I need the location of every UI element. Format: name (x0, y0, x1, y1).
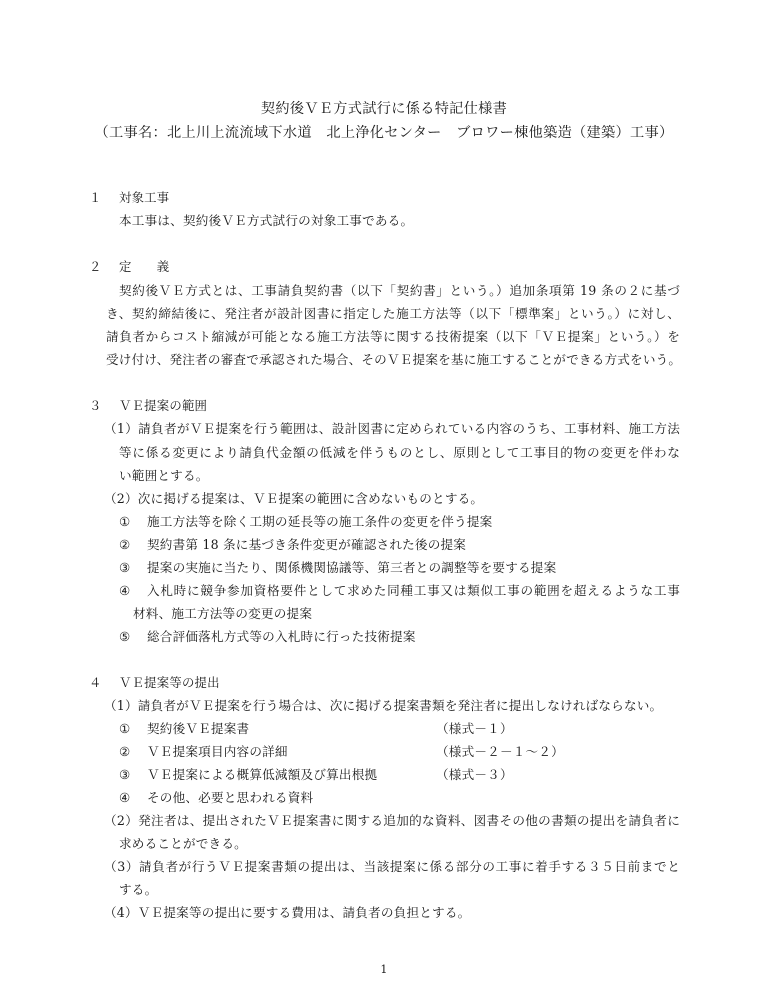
list-item: 提案の実施に当たり、関係機関協議等、第三者との調整等を要する提案 (147, 560, 557, 575)
section-1-heading: 対象工事 (119, 190, 170, 205)
section-4-heading: ＶＥ提案等の提出 (119, 675, 220, 690)
document-subtitle: （工事名：北上川上流流域下水道 北上浄化センター ブロワー棟他築造（建築）工事） (94, 125, 674, 141)
form-item-mark: ④ (119, 790, 131, 805)
section-2-line: 契約後ＶＥ方式とは、工事請負契約書（以下「契約書」という。）追加条項第 19 条の２に基づ (119, 283, 680, 298)
section-2-line: き、契約締結後に、発注者が設計図書に指定した施工方法等（以下「標準案」という。）に対し、 (106, 306, 680, 321)
section-4-paragraph-2: （2）発注者は、提出されたＶＥ提案書に関する追加的な資料、図書その他の書類の提出を請負者に (104, 813, 680, 828)
form-item-name: ＶＥ提案による概算低減額及び算出根拠 (147, 767, 378, 782)
section-2-line: 受け付け、発注者の審査で承認された場合、そのＶＥ提案を基に施工することができる方式をいう。 (106, 352, 682, 367)
section-4-paragraph-3-line: する。 (119, 882, 158, 897)
section-4-paragraph-4: （4）ＶＥ提案等の提出に要する費用は、請負者の負担とする。 (104, 905, 471, 920)
form-item-mark: ③ (119, 767, 131, 782)
form-item-name: 契約後ＶＥ提案書 (147, 721, 250, 736)
section-2-heading: 定 義 (119, 259, 170, 274)
list-item: 契約書第 18 条に基づき条件変更が確認された後の提案 (147, 537, 467, 552)
form-item-mark: ② (119, 744, 131, 759)
section-2-line: 請負者からコスト縮減が可能となる施工方法等に関する技術提案（以下「ＶＥ提案」という。）を (106, 329, 680, 344)
section-3-heading: ＶＥ提案の範囲 (119, 398, 208, 413)
list-item-mark: ⑤ (119, 629, 131, 644)
form-item-name: その他、必要と思われる資料 (147, 790, 314, 805)
document-title: 契約後ＶＥ方式試行に係る特記仕様書 (260, 101, 508, 117)
list-item: 総合評価落札方式等の入札時に行った技術提案 (147, 629, 416, 644)
section-4-paragraph-3: （3）請負者が行うＶＥ提案書類の提出は、当該提案に係る部分の工事に着手する３５日前までと (104, 859, 680, 874)
section-4-paragraph-1: （1）請負者がＶＥ提案を行う場合は、次に掲げる提案書類を発注者に提出しなければならない。 (104, 698, 663, 713)
section-2-number: ２ (89, 259, 102, 274)
form-item-code: （様式－２－１～２） (436, 744, 564, 759)
section-3-number: ３ (89, 398, 102, 413)
section-1-number: １ (89, 190, 102, 205)
list-item-mark: ④ (119, 583, 131, 598)
list-item-mark: ② (119, 537, 131, 552)
form-item-code: （様式－３） (436, 767, 513, 782)
form-item-code: （様式－１） (436, 721, 513, 736)
form-item-mark: ① (119, 721, 131, 736)
page-number: 1 (380, 963, 388, 976)
section-4-paragraph-2-line: 求めることができる。 (119, 836, 247, 851)
section-3-paragraph-1: （1）請負者がＶＥ提案を行う範囲は、設計図書に定められている内容のうち、工事材料、施工方法 (104, 421, 680, 436)
section-1-body: 本工事は、契約後ＶＥ方式試行の対象工事である。 (119, 213, 414, 228)
section-3-paragraph-2: （2）次に掲げる提案は、ＶＥ提案の範囲に含めないものとする。 (104, 491, 484, 506)
list-item: 施工方法等を除く工期の延長等の施工条件の変更を伴う提案 (147, 514, 493, 529)
list-item-mark: ① (119, 514, 131, 529)
section-4-number: ４ (89, 675, 102, 690)
section-3-paragraph-1-line: い範囲とする。 (119, 468, 209, 483)
list-item-continuation: 材料、施工方法等の変更の提案 (133, 606, 313, 621)
list-item: 入札時に競争参加資格要件として求めた同種工事又は類似工事の範囲を超えるような工事 (147, 583, 680, 598)
list-item-mark: ③ (119, 560, 131, 575)
section-3-paragraph-1-line: 等に係る変更により請負代金額の低減を伴うものとし、原則として工事目的物の変更を伴わな (119, 445, 680, 460)
form-item-name: ＶＥ提案項目内容の詳細 (147, 744, 288, 759)
